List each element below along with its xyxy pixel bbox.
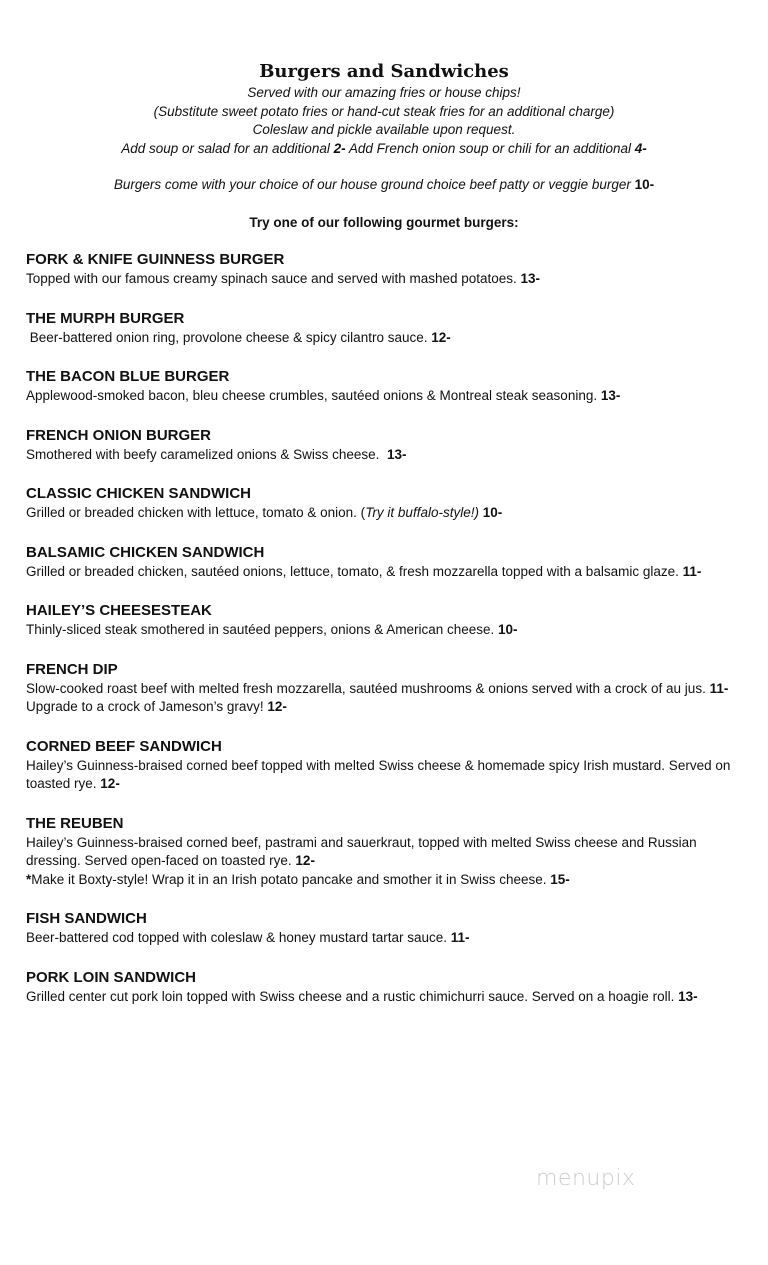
menu-items xyxy=(26,250,746,1026)
item-price: 10- xyxy=(482,505,503,520)
text: Burgers come with your choice of our house ground choice beef patty or veggie burger xyxy=(113,177,635,192)
item-name: THE MURPH BURGER xyxy=(26,309,185,327)
item-name: PORK LOIN SANDWICH xyxy=(26,968,196,986)
menu-item xyxy=(26,660,746,717)
menu-item xyxy=(26,909,746,948)
gourmet-heading: Try one of our following gourmet burgers: xyxy=(249,214,519,230)
text: Thinly-sliced steak smothered in sautéed peppers, onions & American cheese. xyxy=(26,622,499,637)
menu-item xyxy=(26,968,746,1007)
item-name: THE REUBEN xyxy=(26,814,124,832)
menu-item xyxy=(26,601,746,640)
menu-item xyxy=(26,426,746,465)
menu-item xyxy=(26,250,746,289)
item-price: 13- xyxy=(386,446,407,462)
menu-item xyxy=(26,309,746,348)
text: Grilled or breaded chicken with lettuce, tomato & onion. ( xyxy=(26,505,366,520)
menu-item xyxy=(26,484,746,523)
item-price: 10- xyxy=(498,622,518,637)
item-desc xyxy=(26,929,746,948)
text: Add soup or salad for an additional xyxy=(121,140,334,156)
text: Beer-battered onion ring, provolone cheese & spicy cilantro sauce. xyxy=(26,329,432,345)
intro-line xyxy=(0,140,768,159)
text: Topped with our famous creamy spinach sauce and served with mashed potatoes. xyxy=(26,271,521,286)
item-desc xyxy=(26,387,746,406)
intro-line: Served with our amazing fries or house chips! xyxy=(247,85,521,100)
menu-item xyxy=(26,737,746,794)
price: 2- xyxy=(333,140,346,156)
item-price: 11- xyxy=(709,680,729,696)
item-desc xyxy=(26,757,746,794)
item-name: FORK & KNIFE GUINNESS BURGER xyxy=(26,251,285,268)
text: Make it Boxty-style! Wrap it in an Irish potato pancake and smother it in Swiss cheese. xyxy=(31,871,551,887)
item-desc xyxy=(26,270,746,289)
price: 4- xyxy=(634,140,647,156)
menu-item xyxy=(26,543,746,582)
burger-base-line xyxy=(0,176,768,195)
text: Upgrade to a crock of Jameson’s gravy! xyxy=(26,699,268,714)
item-desc xyxy=(26,834,746,890)
item-desc xyxy=(26,621,746,640)
intro-line: (Substitute sweet potato fries or hand-cut steak fries for an additional charge) xyxy=(153,103,615,119)
item-name: BALSAMIC CHICKEN SANDWICH xyxy=(26,543,265,561)
text: Grilled center cut pork loin topped with Swiss cheese and a rustic chimichurri sauce. Served on a hoagie roll. xyxy=(26,988,679,1004)
item-price: 12- xyxy=(431,329,451,345)
note-star: * xyxy=(26,871,32,887)
item-name: FRENCH ONION BURGER xyxy=(26,426,212,444)
item-price: 12- xyxy=(295,853,315,868)
text: Hailey’s Guinness-braised corned beef, pastrami and sauerkraut, topped with melted Swiss cheese and Russian dressing. Served open-faced on toasted rye. xyxy=(26,834,697,868)
item-name: THE BACON BLUE BURGER xyxy=(26,368,230,385)
item-price: 13- xyxy=(600,388,621,403)
item-note: Try it buffalo-style!) xyxy=(365,505,479,520)
item-desc xyxy=(26,988,746,1007)
item-price: 11- xyxy=(450,930,470,945)
text: Slow-cooked roast beef with melted fresh mozzarella, sautéed mushrooms & onions served with a crock of au jus. xyxy=(26,680,710,696)
item-price: 12- xyxy=(267,699,287,714)
text: Smothered with beefy caramelized onions & Swiss cheese. xyxy=(26,446,387,462)
item-price: 12- xyxy=(100,776,120,791)
page-title: Burgers and Sandwiches xyxy=(259,61,509,82)
menupix-watermark: menupix xyxy=(536,1166,636,1191)
text: Applewood-smoked bacon, bleu cheese crumbles, sautéed onions & Montreal steak seasoning. xyxy=(26,388,601,403)
item-desc xyxy=(26,446,746,465)
item-name: CORNED BEEF SANDWICH xyxy=(26,737,222,755)
text: Add French onion soup or chili for an additional xyxy=(345,140,635,156)
item-name: FRENCH DIP xyxy=(26,660,118,678)
text: Grilled or breaded chicken, sautéed onions, lettuce, tomato, & fresh mozzarella topped with a balsamic glaze. xyxy=(26,563,683,579)
menu-header xyxy=(0,60,768,232)
item-price: 11- xyxy=(682,563,702,579)
item-price: 13- xyxy=(678,988,698,1004)
item-desc xyxy=(26,680,746,717)
item-name: HAILEY’S CHEESESTEAK xyxy=(26,602,212,619)
menu-item xyxy=(26,367,746,406)
intro-line: Coleslaw and pickle available upon request. xyxy=(252,122,516,137)
item-desc xyxy=(26,329,746,348)
item-name: FISH SANDWICH xyxy=(26,910,147,927)
item-price: 13- xyxy=(520,271,541,286)
item-desc xyxy=(26,504,746,523)
item-price: 15- xyxy=(550,871,570,887)
text: Beer-battered cod topped with coleslaw & honey mustard tartar sauce. xyxy=(26,930,451,945)
price: 10- xyxy=(634,177,655,192)
item-desc xyxy=(26,563,746,582)
item-name: CLASSIC CHICKEN SANDWICH xyxy=(26,485,251,502)
text: Hailey’s Guinness-braised corned beef topped with melted Swiss cheese & homemade spicy Irish mustard. Served on toasted rye. xyxy=(26,757,731,791)
menu-item xyxy=(26,814,746,890)
